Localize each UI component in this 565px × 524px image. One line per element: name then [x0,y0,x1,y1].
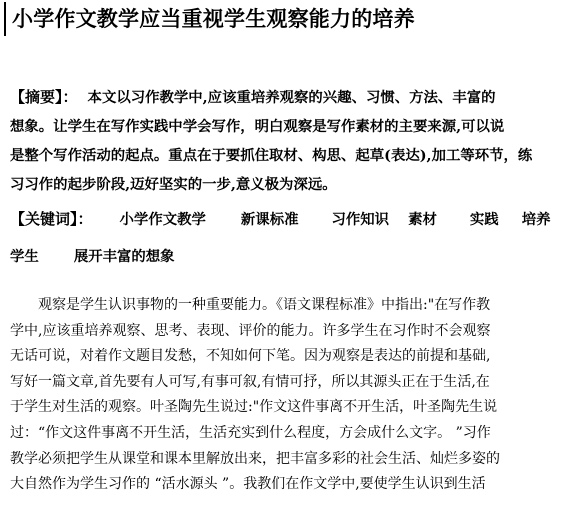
document-title: 小学作文教学应当重视学生观察能力的培养 [12,7,415,31]
abstract-line: 习习作的起步阶段,迈好坚实的一步,意义极为深远。 [10,176,337,193]
keyword: 小学作文教学 [119,211,206,228]
body-line: 写好一篇文章,首先要有人可写,有事可叙,有情可抒，所以其源头正在于生活,在 [10,373,490,390]
body-line: 学中,应该重培养观察、思考、表现、评价的能力。许多学生在习作时不会观察 [10,322,491,339]
abstract-text: 本文以习作教学中,应该重培养观察的兴趣、习惯、方法、丰富的 [87,89,496,106]
abstract-line: 想象。让学生在写作实践中学会写作，明白观察是写作素材的主要来源,可以说 [10,118,505,135]
body-line: 于学生对生活的观察。叶圣陶先生说过:"作文这件事离不开生活，叶圣陶先生说 [10,399,498,416]
keywords-line [10,205,551,234]
abstract-line [10,83,562,112]
body-line: 教学必须把学生从课堂和课本里解放出来，把丰富多彩的社会生活、灿烂多姿的 [10,450,500,467]
keyword: 学生 [10,248,39,265]
keyword: 习作知识 [331,211,390,228]
keyword: 实践 [469,211,499,228]
abstract-section [10,83,562,199]
body-line: 无话可说，对着作文题目发愁，不知如何下笔。因为观察是表达的前提和基础, [10,348,491,365]
keyword: 培养 [521,211,551,228]
body-paragraph [10,293,562,498]
keyword: 素材 [408,211,437,228]
keyword: 新课标准 [240,211,299,228]
abstract-line: 是整个写作活动的起点。重点在于要抓住取材、构思、起草(表达),加工等环节，练 [10,147,533,164]
keywords-line [10,242,175,271]
keywords-label: 【关键词】： [10,210,93,228]
body-line: 观察是学生认识事物的一种重要能力。《语文课程标准》中指出:"在写作教 [10,297,491,313]
body-line: 大自然作为学生习作的 “活水源头 ”。我教们在作文学中,要使学生认识到生活 [10,476,486,493]
title-block [4,2,552,36]
body-line: 过：“作文这件事离不开生活，生活充实到什么程度，方会成什么文字。 ”习作 [10,424,491,441]
keyword: 展开丰富的想象 [73,248,175,265]
abstract-label: 【摘要】： [10,88,78,106]
